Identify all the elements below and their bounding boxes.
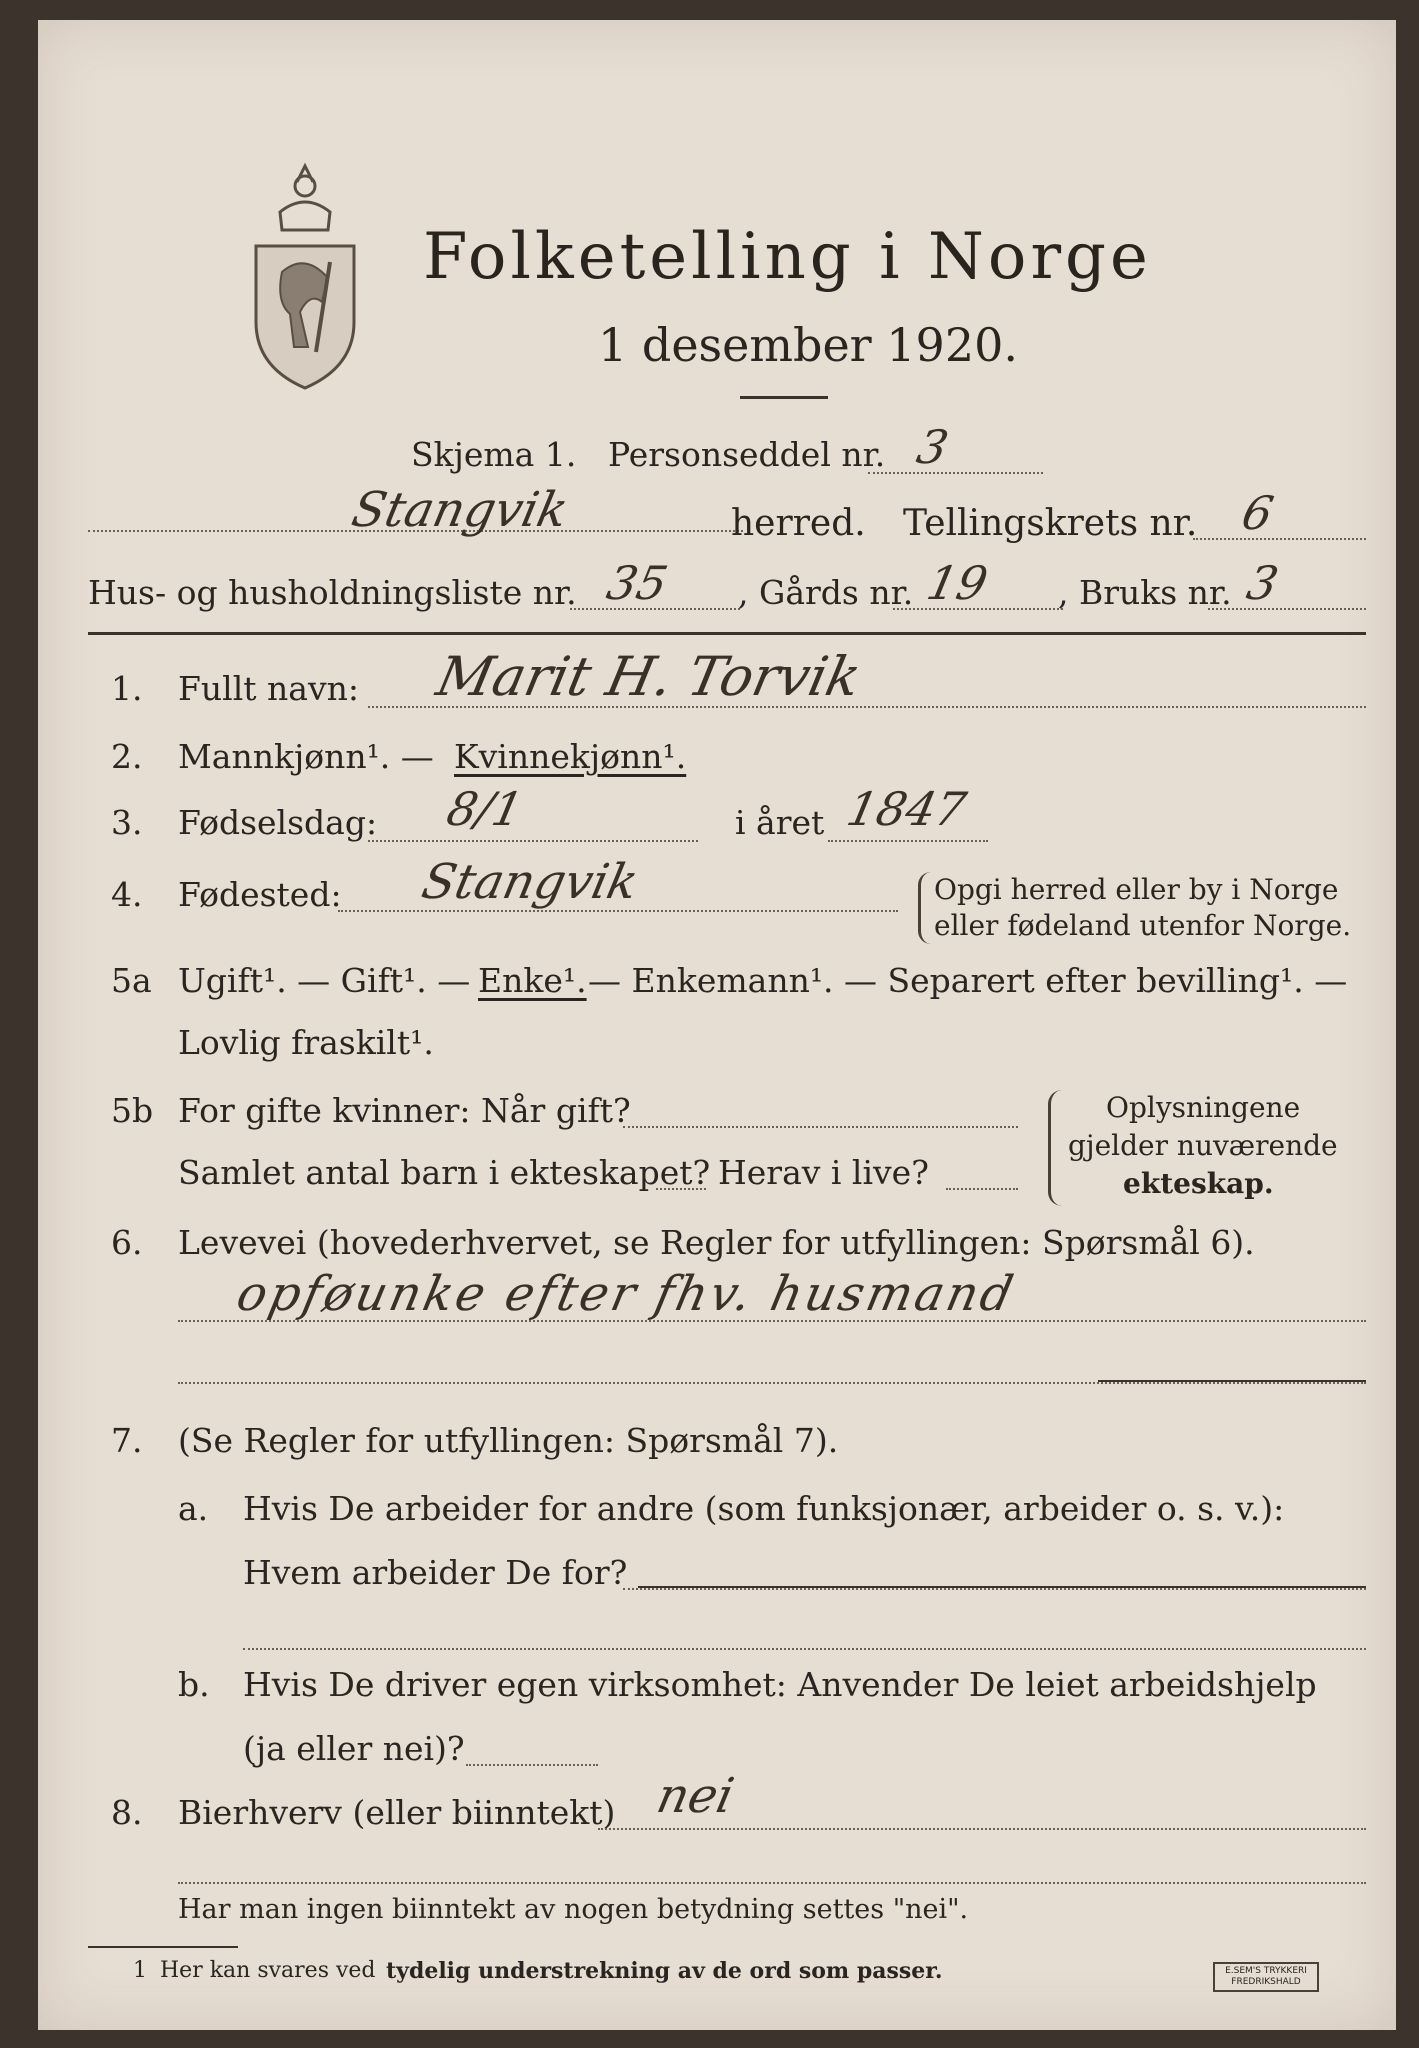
q4-field-line: [338, 910, 898, 912]
form-title: Folketelling i Norge: [423, 220, 1152, 294]
personseddel-value: 3: [912, 420, 954, 474]
q7b-label-line1: Hvis De driver egen virksomhet: Anvender De leiet arbeidshjelp: [243, 1665, 1317, 1704]
q7a-letter: a.: [178, 1489, 209, 1528]
husholdningsliste-label: Hus- og husholdningsliste nr.: [88, 573, 577, 612]
q1-label: Fullt navn:: [178, 669, 359, 708]
q7b-label-line2: (ja eller nei)?: [243, 1729, 465, 1768]
q3-birthday-value: 8/1: [442, 782, 528, 836]
q8-note: Har man ingen biinntekt av nogen betydning settes "nei".: [178, 1894, 969, 1925]
q7a-label-line2: Hvem arbeider De for?: [243, 1553, 628, 1592]
q1-number: 1.: [111, 669, 143, 708]
q2-male-option: Mannkjønn¹. —: [178, 737, 434, 776]
bruks-label: , Bruks nr.: [1058, 573, 1232, 612]
herred-label: herred.: [731, 503, 866, 544]
q3-year-field-line: [828, 840, 988, 842]
personseddel-label: Personseddel nr.: [608, 435, 886, 474]
header-divider: [88, 632, 1366, 635]
q5a-number: 5a: [111, 961, 152, 1000]
q4-birthplace-value: Stangvik: [417, 854, 643, 910]
gards-label: , Gårds nr.: [738, 573, 914, 612]
q5b-children-field-line: [656, 1188, 706, 1190]
herred-value: Stangvik: [347, 482, 573, 538]
q3-number: 3.: [111, 803, 143, 842]
q3-label: Fødselsdag:: [178, 803, 378, 842]
tellingskrets-field-line: [1193, 538, 1366, 540]
q4-note-brace: [918, 872, 931, 944]
q7-label: (Se Regler for utfyllingen: Spørsmål 7).: [178, 1421, 839, 1460]
q7a-field-line-2: [243, 1648, 1366, 1650]
form-date: 1 desember 1920.: [598, 318, 1018, 372]
q3-field-line: [368, 840, 698, 842]
q8-number: 8.: [111, 1793, 143, 1832]
q4-number: 4.: [111, 875, 143, 914]
q6-occupation-value: opføunke efter fhv. husmand: [232, 1266, 1021, 1322]
footnote-rule: [88, 1946, 238, 1948]
q7a-underline: [638, 1586, 1366, 1588]
tellingskrets-value: 6: [1237, 486, 1279, 540]
q5b-alive-field-line: [946, 1188, 1018, 1190]
q5a-widow-option: Enke¹.: [478, 961, 587, 1000]
footnote-number: 1: [133, 1958, 147, 1983]
tellingskrets-label: Tellingskrets nr.: [903, 503, 1198, 544]
footnote-text-b: tydelig understrekning av de ord som passer.: [386, 1958, 943, 1984]
q4-label: Fødested:: [178, 875, 342, 914]
norwegian-coat-of-arms-icon: [250, 152, 360, 392]
bruks-field-line: [1208, 608, 1366, 610]
q5a-options-end: — Enkemann¹. — Separert efter bevilling¹. —: [588, 961, 1348, 1000]
q5b-alive-label: Herav i live?: [718, 1153, 929, 1192]
q5b-number: 5b: [111, 1091, 154, 1130]
q4-note-line1: Opgi herred eller by i Norge: [934, 873, 1339, 906]
personseddel-field-line: [868, 472, 1043, 474]
q8-side-income-value: nei: [652, 1768, 739, 1824]
q1-full-name-value: Marit H. Torvik: [431, 645, 867, 708]
q5b-note-brace: [1048, 1090, 1063, 1206]
q4-note-line2: eller fødeland utenfor Norge.: [934, 909, 1352, 942]
bruks-value: 3: [1242, 556, 1284, 610]
q5b-note-line1: Oplysningene: [1106, 1091, 1301, 1124]
q7a-label-line1: Hvis De arbeider for andre (som funksjonær, arbeider o. s. v.):: [243, 1489, 1285, 1528]
q5a-options-start: Ugift¹. — Gift¹. —: [178, 961, 471, 1000]
q6-end-rule: [1098, 1380, 1366, 1382]
q6-label: Levevei (hovederhvervet, se Regler for utfyllingen: Spørsmål 6).: [178, 1223, 1255, 1262]
q7b-field-line: [466, 1764, 598, 1766]
title-divider: [740, 396, 828, 399]
q7-number: 7.: [111, 1421, 143, 1460]
footnote-text-a: Her kan svares ved: [160, 1958, 376, 1983]
gards-value: 19: [922, 556, 993, 610]
q2-female-option: Kvinnekjønn¹.: [454, 737, 687, 776]
q5b-married-label: For gifte kvinner: Når gift?: [178, 1091, 631, 1130]
q6-field-line-2: [178, 1382, 1366, 1384]
husholdningsliste-value: 35: [602, 556, 673, 610]
q7b-letter: b.: [178, 1665, 210, 1704]
q6-number: 6.: [111, 1223, 143, 1262]
q8-field-line-1: [598, 1828, 1366, 1830]
skjema-label: Skjema 1.: [411, 435, 577, 474]
printer-stamp: E.SEM'S TRYKKERI FREDRIKSHALD: [1213, 1962, 1319, 1992]
q5b-note-line3: ekteskap.: [1123, 1167, 1274, 1200]
q5b-married-field-line: [623, 1126, 1018, 1128]
q2-number: 2.: [111, 737, 143, 776]
q5b-note-line2: gjelder nuværende: [1068, 1129, 1338, 1162]
q8-label: Bierhverv (eller biinntekt): [178, 1793, 616, 1832]
q8-field-line-2: [178, 1882, 1366, 1884]
q7a-field-line-1: [623, 1588, 1366, 1590]
q3-year-label: i året: [735, 803, 825, 842]
q5b-children-label: Samlet antal barn i ekteskapet?: [178, 1153, 711, 1192]
q5a-options-line2: Lovlig fraskilt¹.: [178, 1023, 434, 1062]
q3-year-value: 1847: [842, 782, 971, 836]
census-form-sheet: [38, 20, 1396, 2030]
